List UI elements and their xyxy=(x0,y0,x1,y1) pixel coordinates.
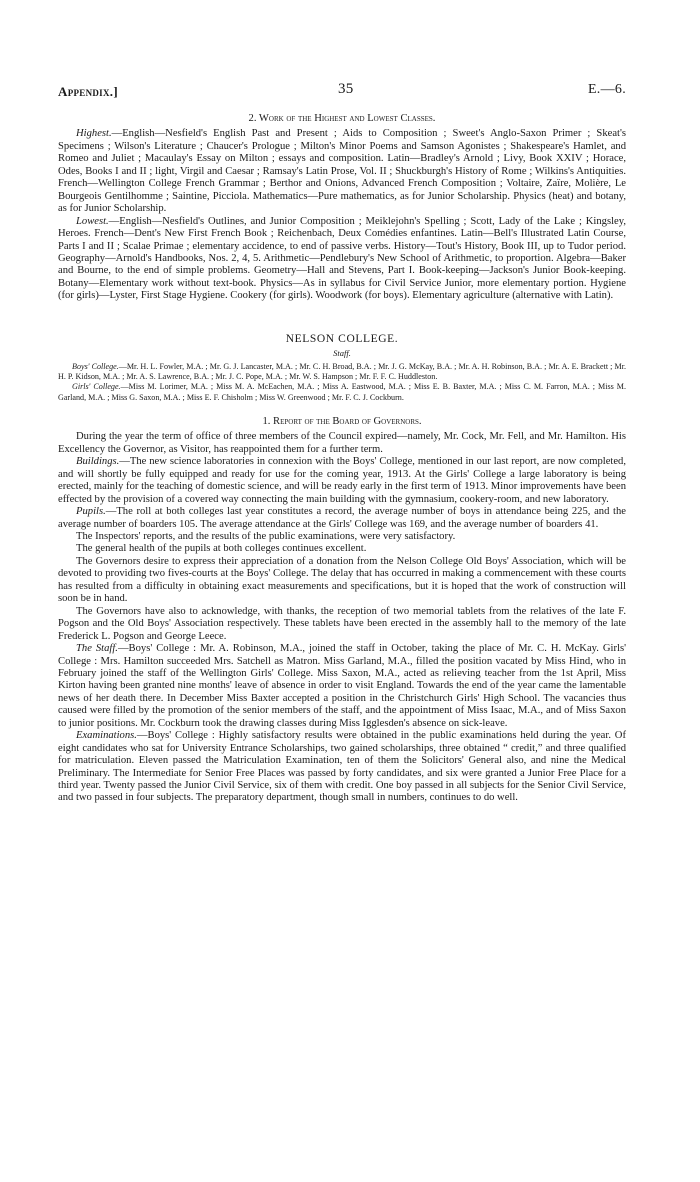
inspectors-paragraph: The Inspectors' reports, and the results of the public examinations, were very satisfactory. xyxy=(76,530,456,542)
page-header xyxy=(58,81,626,100)
staff-heading: Staff. xyxy=(333,348,351,359)
girls-text: —Miss M. Lorimer, M.A. ; Miss M. A. McEachen, M.A. ; Miss A. Eastwood, M.A. ; Miss E. B. Baxter, M.A. ; Miss C. M. Farron, M.A. ; Miss M. Garland, M.A. ; Miss G. Saxon, M.A. ; Miss E. F. Chisholm ; Miss W. Greenwood ; Mr. F. C. J. Cockburn. xyxy=(58,382,626,402)
buildings-label: Buildings. xyxy=(76,456,120,468)
donation-paragraph: The Governors desire to express their appreciation of a donation from the Nelson College Old Boys' Association, which will be devoted to providing two fives-courts at the Boys' College. The delay that has occurred in making a commencement with these courts has resulted from a difficulty in obtaining exact measurements and specifications, but it is hoped that the work of construction will soon be in hand. xyxy=(58,555,626,605)
health-paragraph: The general health of the pupils at both colleges continues excellent. xyxy=(76,543,367,555)
boys-staff xyxy=(58,362,626,383)
boys-label: Boys' College. xyxy=(72,361,119,371)
girls-label: Girls' College. xyxy=(72,382,121,392)
boys-text: —Mr. H. L. Fowler, M.A. ; Mr. G. J. Lancaster, M.A. ; Mr. C. H. Broad, B.A. ; Mr. J. G. McKay, B.A. ; Mr. A. H. Robinson, B.A. ; Mr. A. E. Brackett ; Mr. H. P. Kidson, M.A. ; Mr. A. S. Lawrence, B.A. ; Mr. J. C. Pope, M.A. ; Mr. W. S. Hampson ; Mr. F. F. C. Huddleston. xyxy=(58,361,626,381)
staff-paragraph xyxy=(58,643,626,730)
pupils-label: Pupils. xyxy=(76,506,106,518)
girls-staff xyxy=(58,382,626,403)
lowest-text: —English—Nesfield's Outlines, and Junior Composition ; Meiklejohn's Spelling ; Scott, Lady of the Lake ; Kingsley, Heroes. French—Dent's New First French Book ; Reichenbach, Deux Comédies enfantines. Latin—Bell's Illustrated Latin Course, Parts I and II ; Scalae Primae ; elementary accidence, to end of passive verbs. History—Tout's History, Book III, up to Tudor period. Geography—Arnold's Handbooks, Nos. 2, 4, 5. Arithmetic—Pendlebury's New School of Arithmetic, to proportion. Algebra—Baker and Bourne, to the end of simple problems. Geometry—Hall and Stevens, Part I. Book-keeping—Jackson's Junior Book-keeping. Botany—Elementary work without text-book. Physics—As in syllabus for Civil Service Junior, more elementary portion. Hygiene (for girls)—Lyster, First Stage Hygiene. Cookery (for girls). Woodwork (for boys). Elementary agriculture (alternative with Latin). xyxy=(58,215,626,302)
header-right: E.—6. xyxy=(587,82,626,97)
highest-label: Highest. xyxy=(76,128,112,140)
buildings-paragraph xyxy=(58,456,626,506)
lowest-paragraph xyxy=(58,216,626,303)
page-number: 35 xyxy=(338,81,354,97)
exams-text: —Boys' College : Highly satisfactory results were obtained in the public examinations held during the year. Of eight candidates who sat for University Entrance Scholarships, two gained scholarships, three obtained “ credit,” and three qualified for matriculation. Eleven passed the Matriculation Examination, ten of them the Solicitors' General also, and nine the Medical Preliminary. The Intermediate for Senior Free Places was passed by forty candidates, and six were granted a Junior Free Place for a third year. Twenty passed the Junior Civil Service, six of them with credit. One boy passed in all subjects for the Senior Civil Service, and two passed in four subjects. The preparatory department, though small in numbers, continues to do well. xyxy=(58,730,626,804)
highest-paragraph xyxy=(58,128,626,215)
staff-list xyxy=(58,362,626,403)
page-body xyxy=(58,113,626,805)
tablets-paragraph: The Governors have also to acknowledge, with thanks, the reception of two memorial tablets from the relatives of the late F. Pogson and the Old Boys' Association respectively. These tablets have been erected in the assembly hall to the memory of the late Frederick L. Pogson and George Leece. xyxy=(58,605,626,642)
pupils-text: —The roll at both colleges last year constitutes a record, the average number of boys in attendance being 225, and the average number of boarders 105. The average attendance at the Girls' College was 169, and the average number of boarders 41. xyxy=(58,506,626,530)
college-title: NELSON COLLEGE. xyxy=(285,332,399,345)
lowest-label: Lowest. xyxy=(76,215,109,227)
buildings-text: —The new science laboratories in connexion with the Boys' College, mentioned in our last report, are now completed, and will shortly be fully equipped and ready for use for the coming year, 1913. At the Girls' College a large laboratory is being erected, mainly for the teaching of domestic science, and will be ready early in the first term of 1913. Minor improvements have been effected by the provision of a covered way connecting the main building with the gymnasium, cookery-room, and new laboratory. xyxy=(58,456,626,505)
staff-text: —Boys' College : Mr. A. Robinson, M.A., joined the staff in October, taking the place of Mr. C. H. McKay. Girls' College : Mrs. Hamilton succeeded Mrs. Satchell as Matron. Miss Garland, M.A., filled the position vacated by Miss Hind, who in February joined the staff of the Wellington Girls' College. Miss Saxon, M.A., acted as relieving teacher from the 1st April, Miss Kirton having been granted nine months' leave of absence in order to visit England. Towards the end of the year came the lamentable news of her death there. In December Miss Baxter accepted a position in the Christchurch Girls' High School. The vacancies thus caused were filled by the promotion of the senior members of the staff, and the appointment of Miss Isaac, M.A., and of Miss Saxon to junior positions. Mr. Cockburn took the drawing classes during Miss Igglesden's absence on sick-leave. xyxy=(58,643,626,729)
exams-paragraph xyxy=(58,730,626,805)
exams-label: Examinations. xyxy=(76,730,137,742)
staff-label: The Staff. xyxy=(76,643,118,655)
report-heading: 1. Report of the Board of Governors. xyxy=(262,415,422,427)
pupils-paragraph xyxy=(58,506,626,531)
work-heading: 2. Work of the Highest and Lowest Classes. xyxy=(248,113,436,124)
report-intro: During the year the term of office of three members of the Council expired—namely, Mr. Cock, Mr. Fell, and Mr. Hamilton. His Excellency the Governor, as Visitor, has reappointed them for a further term. xyxy=(58,431,626,455)
highest-text: —English—Nesfield's English Past and Present ; Aids to Composition ; Sweet's Anglo-Saxon Primer ; Skeat's Specimens ; Wilson's Literature ; Chaucer's Prologue ; Milton's Minor Poems and Samson Agonistes ; Shakespeare's Hamlet, and Romeo and Juliet ; Macaulay's Essay on Milton ; essays and composition. Latin—Bradley's Arnold ; Livy, Book XXIV ; Horace, Odes, Books I and II ; light, Virgil and Caesar ; Ramsay's Latin Prose, Vol. II ; Shuckburgh's History of Rome ; Wilkins's Antiquities. French—Wellington College French Grammar ; Berthor and Onions, Advanced French Composition ; Voltaire, Zaïre, Molière, Le Bourgeois Gentilhomme ; Saintine, Picciola. Mathematics—Pure mathematics, as for Junior Scholarship. Physics (heat) and botany, as for Junior Scholarship. xyxy=(58,128,626,215)
header-left: Appendix.] xyxy=(58,84,118,99)
